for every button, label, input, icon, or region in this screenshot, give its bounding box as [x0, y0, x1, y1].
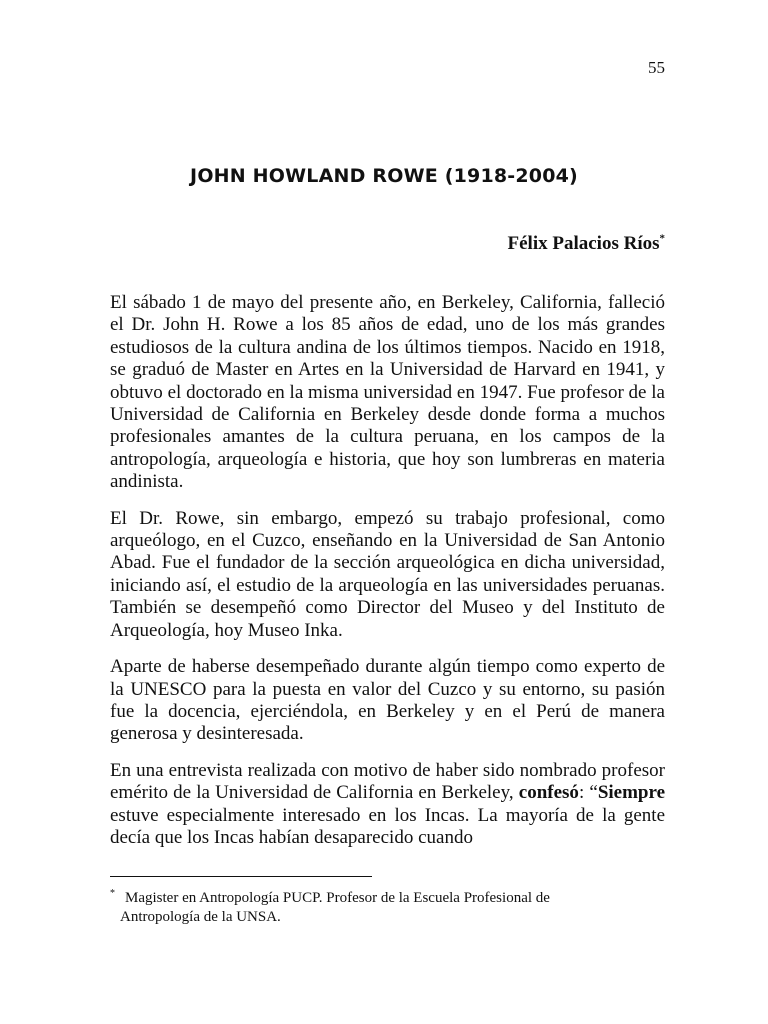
article-body: [110, 292, 665, 863]
paragraph-1: El sábado 1 de mayo del presente año, en Berkeley, California, falleció el Dr. John H. Rowe a los 85 años de edad, uno de los más grandes estudiosos de la cultura andina de los últimos tiempos. Nacido en 1918, se graduó de Master en Artes en la Universidad de Harvard en 1941, y obtuvo el doctorado en la misma universidad en 1947. Fue profesor de la Universidad de California en Berkeley desde donde forma a muchos profesionales amantes de la cultura peruana, en los campos de la antropología, arqueología e historia, que hoy son lumbreras en materia andinista.: [110, 292, 665, 493]
paragraph-4: [110, 760, 665, 850]
paragraph-4-text-end: estuve especialmente interesado en los Incas. La mayoría de la gente decía que los Incas habían desaparecido cuando: [110, 804, 665, 848]
footnote-marker: *: [110, 888, 115, 899]
paragraph-2: El Dr. Rowe, sin embargo, empezó su trabajo profesional, como arqueólogo, en el Cuzco, enseñando en la Universidad de San Antonio Abad. Fue el fundador de la sección arqueológica en dicha universidad, iniciando así, el estudio de la arqueología en las universidades peruanas. También se desempeñó como Director del Museo y del Instituto de Arqueología, hoy Museo Inka.: [110, 507, 665, 641]
author-line: [508, 233, 665, 255]
paragraph-4-text-middle: : “: [578, 782, 598, 804]
article-title: JOHN HOWLAND ROWE (1918-2004): [190, 165, 578, 187]
page-number: 55: [648, 58, 665, 77]
bold-word-siempre: Siempre: [597, 782, 666, 804]
footnote: [110, 889, 665, 927]
author-name: Félix Palacios Ríos: [507, 233, 660, 254]
author-footnote-marker: *: [659, 232, 665, 245]
footnote-line-1: [110, 889, 665, 908]
paragraph-4-text-start: En una entrevista realizada con motivo de haber sido nombrado profesor emérito de la Universidad de California en Berkeley,: [110, 759, 665, 804]
footnote-text-1: Magister en Antropología PUCP. Profesor de la Escuela Profesional de: [125, 890, 550, 906]
paragraph-3: Aparte de haberse desempeñado durante algún tiempo como experto de la UNESCO para la puesta en valor del Cuzco y su entorno, su pasión fue la docencia, ejerciéndola, en Berkeley y en el Perú de manera generosa y desinteresada.: [110, 656, 665, 745]
footnote-line-2: Antropología de la UNSA.: [120, 909, 281, 925]
footnote-separator: [110, 876, 372, 877]
bold-word-confeso: confesó: [518, 782, 579, 804]
